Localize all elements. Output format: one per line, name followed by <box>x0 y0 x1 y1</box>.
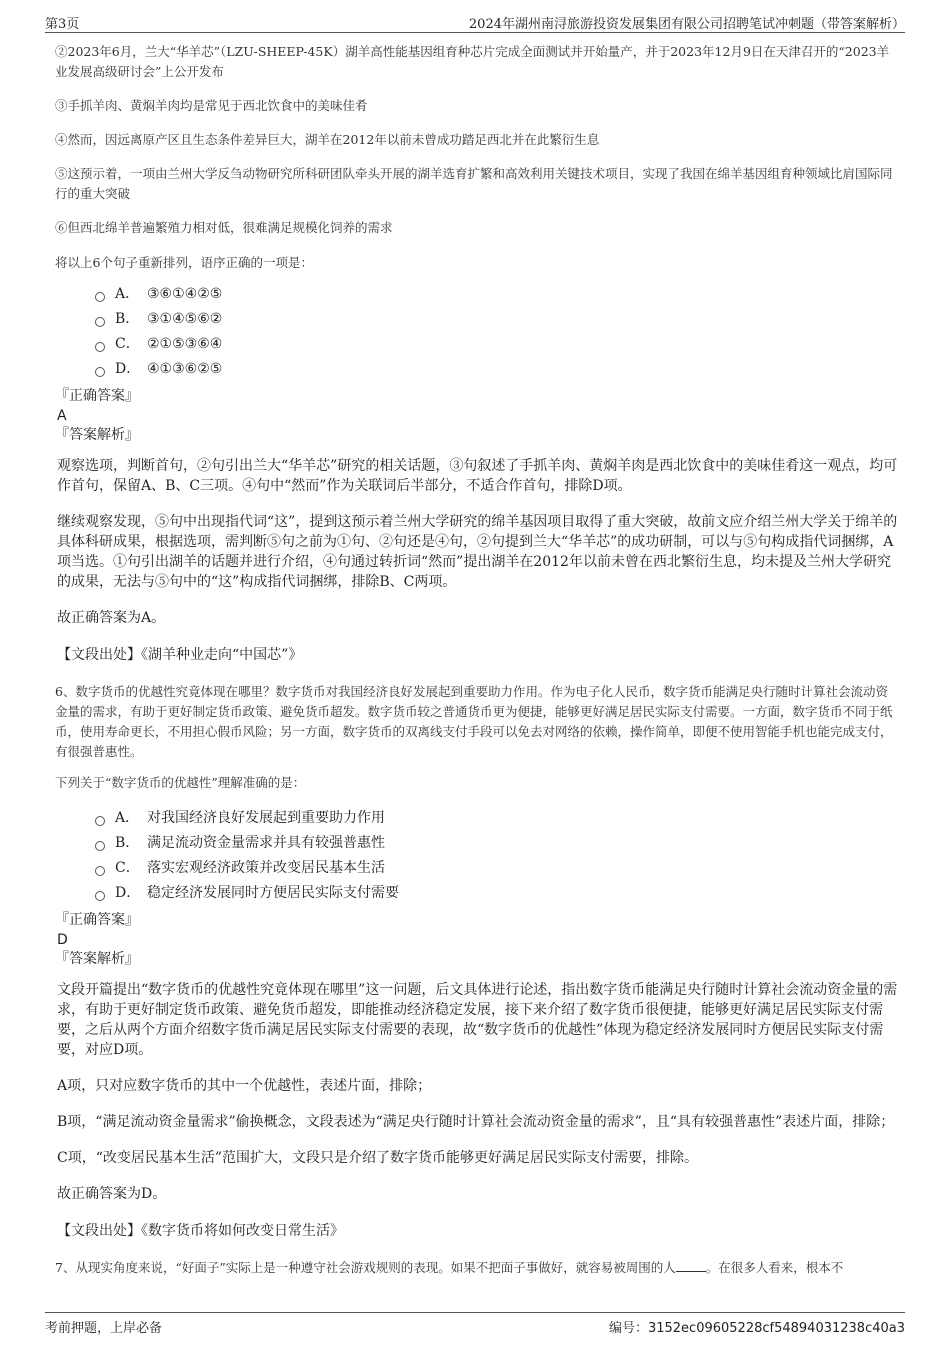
sentence-4: ④然而，因远离原产区且生态条件差异巨大，湖羊在2012年以前未曾成功踏足西北并在此繁衍生息 <box>55 132 600 147</box>
question-5 <box>55 42 898 666</box>
option-b[interactable]: B． ③①④⑤⑥② <box>95 307 898 332</box>
source-citation: 【文段出处】《数字货币将如何改变日常生活》 <box>57 1223 344 1239</box>
fill-blank <box>676 1259 706 1272</box>
page-number: 第3页 <box>45 17 80 32</box>
document-id: 编号：3152ec09605228cf54894031238c40a3 <box>608 1321 905 1336</box>
radio-icon[interactable] <box>95 816 105 826</box>
question-stem-continued: 。在很多人看来，根本不 <box>705 1260 844 1275</box>
answer-label: 『正确答案』 <box>55 388 139 404</box>
page-footer <box>45 1312 905 1335</box>
question-prompt: 将以上6个句子重新排列，语序正确的一项是： <box>55 255 313 270</box>
analysis-paragraph: 观察选项，判断首句，②句引出兰大“华羊芯”研究的相关话题，③句叙述了手抓羊肉、黄焖羊肉是西北饮食中的美味佳肴这一观点，均可作首句，保留A、B、C三项。④句中“然而”作为关联词后半部分，不适合作首句，排除D项。 <box>57 458 898 494</box>
radio-icon[interactable] <box>95 317 105 327</box>
analysis-paragraph: 文段开篇提出“数字货币的优越性究竟体现在哪里”这一问题，后文具体进行论述，指出数字货币能满足央行随时计算社会流动资金量的需求，有助于更好制定货币政策、避免货币超发，即能推动经济稳定发展，接下来介绍了数字货币很便捷，能够更好满足居民实际支付需要，之后从两个方面介绍数字货币满足居民实际支付需要的表现，故“数字货币的优越性”体现为稳定经济发展同时方便居民实际支付需要，对应D项。 <box>57 982 898 1058</box>
option-list <box>95 282 898 382</box>
option-c[interactable]: C． 落实宏观经济政策并改变居民基本生活 <box>95 856 898 881</box>
radio-icon[interactable] <box>95 841 105 851</box>
source-citation: 【文段出处】《湖羊种业走向“中国芯”》 <box>57 647 303 663</box>
question-7 <box>55 1258 898 1278</box>
option-d[interactable]: D． ④①③⑥②⑤ <box>95 357 898 382</box>
option-d[interactable]: D． 稳定经济发展同时方便居民实际支付需要 <box>95 881 898 906</box>
correct-answer: D <box>57 932 68 948</box>
analysis-paragraph: 继续观察发现，⑤句中出现指代词“这”，提到这预示着兰州大学研究的绵羊基因项目取得了重大突破，故前文应介绍兰州大学关于绵羊的具体科研成果，根据选项，需判断⑤句之前为①句、②句还是④句，②句提到兰大“华羊芯”的成功研制，可以与⑤句构成指代词捆绑，A项当选。①句引出湖羊的话题并进行介绍，④句通过转折词“然而”提出湖羊在2012年以前未曾在西北繁衍生息，均未提及兰州大学研究的成果，无法与⑤句中的“这”构成指代词捆绑，排除B、C两项。 <box>57 514 898 590</box>
radio-icon[interactable] <box>95 292 105 302</box>
analysis-paragraph: B项，“满足流动资金量需求”偷换概念，文段表述为“满足央行随时计算社会流动资金量的需求”，且“具有较强普惠性”表述片面，排除； <box>57 1114 895 1130</box>
sentence-2: ②2023年6月，兰大“华羊芯”（LZU-SHEEP-45K）湖羊高性能基因组育种芯片完成全面测试并开始量产，并于2023年12月9日在天津召开的“2023羊业发展高级研讨会”上公开发布 <box>55 44 890 79</box>
option-a[interactable]: A． 对我国经济良好发展起到重要助力作用 <box>95 806 898 831</box>
answer-label: 『正确答案』 <box>55 912 139 928</box>
document-title: 2024年湖州南浔旅游投资发展集团有限公司招聘笔试冲刺题（带答案解析） <box>468 17 905 32</box>
document-body <box>55 42 898 1292</box>
analysis-label: 『答案解析』 <box>55 951 139 967</box>
question-stem: 6、数字货币的优越性究竟体现在哪里？数字货币对我国经济良好发展起到重要助力作用。作为电子化人民币，数字货币能满足央行随时计算社会流动资金量的需求，有助于更好制定货币政策、避免货币超发。数字货币较之普通货币更为便捷，能够更好满足居民实际支付需要。一方面，数字货币不同于纸币，使用寿命更长，不用担心假币风险；另一方面，数字货币的双离线支付手段可以免去对网络的依赖，操作简单，即便不使用智能手机也能完成支付，有很强普惠性。 <box>55 684 893 759</box>
sentence-3: ③手抓羊肉、黄焖羊肉均是常见于西北饮食中的美味佳肴 <box>55 98 368 113</box>
question-prompt: 下列关于“数字货币的优越性”理解准确的是： <box>55 775 306 790</box>
footer-slogan: 考前押题，上岸必备 <box>45 1321 163 1336</box>
radio-icon[interactable] <box>95 866 105 876</box>
option-list <box>95 806 898 906</box>
question-stem: 7、从现实角度来说，“好面子”实际上是一种遵守社会游戏规则的表现。如果不把面子事做好，就容易被周围的人 <box>55 1260 676 1275</box>
option-b[interactable]: B． 满足流动资金量需求并具有较强普惠性 <box>95 831 898 856</box>
analysis-label: 『答案解析』 <box>55 427 139 443</box>
question-6 <box>55 682 898 1242</box>
option-c[interactable]: C． ②①⑤③⑥④ <box>95 332 898 357</box>
page-header <box>45 10 905 33</box>
radio-icon[interactable] <box>95 891 105 901</box>
analysis-conclusion: 故正确答案为A。 <box>57 610 166 626</box>
analysis-paragraph: A项，只对应数字货币的其中一个优越性，表述片面，排除； <box>57 1078 432 1094</box>
radio-icon[interactable] <box>95 342 105 352</box>
radio-icon[interactable] <box>95 367 105 377</box>
sentence-5: ⑤这预示着，一项由兰州大学反刍动物研究所科研团队牵头开展的湖羊选育扩繁和高效利用关键技术项目，实现了我国在绵羊基因组育种领域比肩国际同行的重大突破 <box>55 166 893 201</box>
sentence-6: ⑥但西北绵羊普遍繁殖力相对低，很难满足规模化饲养的需求 <box>55 220 393 235</box>
analysis-paragraph: C项，“改变居民基本生活”范围扩大，文段只是介绍了数字货币能够更好满足居民实际支付需要，排除。 <box>57 1150 699 1166</box>
analysis-conclusion: 故正确答案为D。 <box>57 1186 167 1202</box>
correct-answer: A <box>57 408 67 424</box>
option-a[interactable]: A． ③⑥①④②⑤ <box>95 282 898 307</box>
